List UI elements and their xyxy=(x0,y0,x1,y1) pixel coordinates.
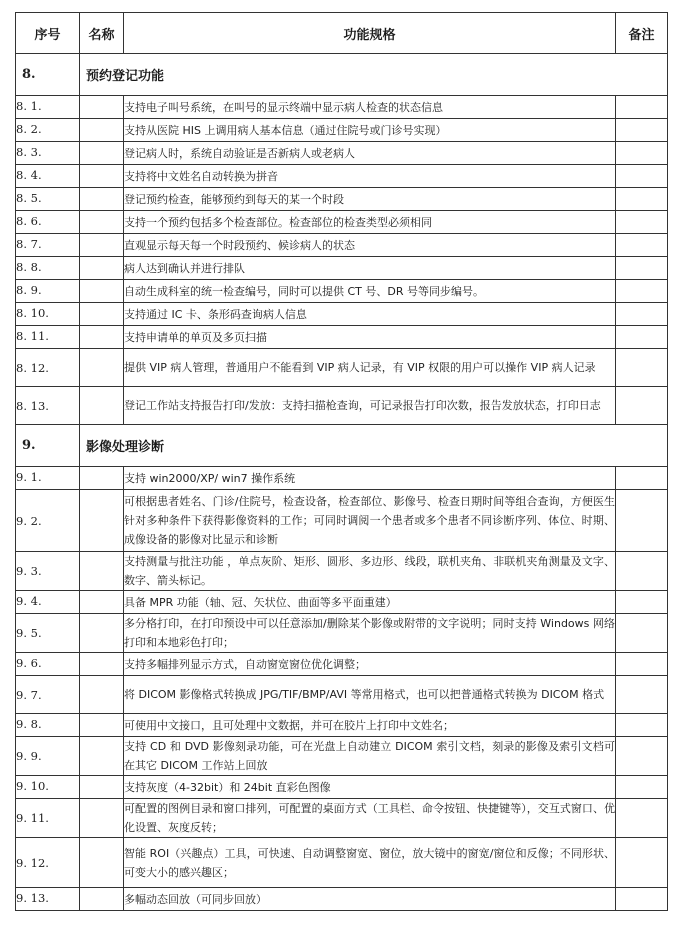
item-number: 9. 4. xyxy=(16,591,80,614)
item-note xyxy=(616,96,668,119)
item-number: 9. 13. xyxy=(16,888,80,911)
item-spec: 登记病人时，系统自动验证是否新病人或老病人 xyxy=(124,142,616,165)
item-note xyxy=(616,142,668,165)
table-row xyxy=(16,234,668,257)
item-spec: 多分格打印，在打印预设中可以任意添加/删除某个影像或附带的文字说明；同时支持 Windows 网络打印和本地彩色打印； xyxy=(124,614,616,653)
item-number: 8. 8. xyxy=(16,257,80,280)
item-number: 9. 10. xyxy=(16,776,80,799)
table-row xyxy=(16,490,668,552)
item-number: 9. 11. xyxy=(16,799,80,838)
table-row xyxy=(16,653,668,676)
table-row xyxy=(16,188,668,211)
item-name xyxy=(80,119,124,142)
item-spec: 支持申请单的单页及多页扫描 xyxy=(124,326,616,349)
item-number: 8. 10. xyxy=(16,303,80,326)
section-row xyxy=(16,425,668,467)
item-number: 9. 5. xyxy=(16,614,80,653)
item-spec: 支持 CD 和 DVD 影像刻录功能，可在光盘上自动建立 DICOM 索引文档，刻录的影像及索引文档可在其它 DICOM 工作站上回放 xyxy=(124,737,616,776)
item-number: 9. 3. xyxy=(16,552,80,591)
table-row xyxy=(16,888,668,911)
item-name xyxy=(80,165,124,188)
item-number: 8. 6. xyxy=(16,211,80,234)
item-name xyxy=(80,211,124,234)
item-note xyxy=(616,591,668,614)
section-number: 8. xyxy=(16,54,80,96)
item-name xyxy=(80,349,124,387)
item-number: 8. 13. xyxy=(16,387,80,425)
item-number: 9. 9. xyxy=(16,737,80,776)
item-name xyxy=(80,280,124,303)
item-spec: 支持电子叫号系统，在叫号的显示终端中显示病人检查的状态信息 xyxy=(124,96,616,119)
item-spec: 提供 VIP 病人管理，普通用户不能看到 VIP 病人记录，有 VIP 权限的用户可以操作 VIP 病人记录 xyxy=(124,349,616,387)
item-name xyxy=(80,737,124,776)
item-name xyxy=(80,326,124,349)
item-note xyxy=(616,653,668,676)
item-number: 8. 12. xyxy=(16,349,80,387)
item-spec: 具备 MPR 功能（轴、冠、矢状位、曲面等多平面重建） xyxy=(124,591,616,614)
header-note: 备注 xyxy=(616,13,668,54)
table-row xyxy=(16,257,668,280)
item-spec: 支持一个预约包括多个检查部位。检查部位的检查类型必须相同 xyxy=(124,211,616,234)
item-name xyxy=(80,467,124,490)
table-row xyxy=(16,387,668,425)
item-note xyxy=(616,614,668,653)
section-title: 影像处理诊断 xyxy=(80,425,668,467)
table-row xyxy=(16,303,668,326)
item-number: 9. 7. xyxy=(16,676,80,714)
item-note xyxy=(616,888,668,911)
item-note xyxy=(616,119,668,142)
table-row xyxy=(16,326,668,349)
item-name xyxy=(80,776,124,799)
item-note xyxy=(616,387,668,425)
table-row xyxy=(16,349,668,387)
item-spec: 智能 ROI（兴趣点）工具，可快速、自动调整窗宽、窗位，放大镜中的窗宽/窗位和反像；不同形状、可变大小的感兴趣区； xyxy=(124,838,616,888)
item-name xyxy=(80,838,124,888)
item-name xyxy=(80,234,124,257)
item-number: 9. 1. xyxy=(16,467,80,490)
item-spec: 登记预约检查，能够预约到每天的某一个时段 xyxy=(124,188,616,211)
item-note xyxy=(616,776,668,799)
table-row xyxy=(16,838,668,888)
item-number: 8. 4. xyxy=(16,165,80,188)
item-note xyxy=(616,326,668,349)
table-row xyxy=(16,467,668,490)
item-name xyxy=(80,591,124,614)
item-number: 8. 11. xyxy=(16,326,80,349)
item-note xyxy=(616,280,668,303)
table-row xyxy=(16,591,668,614)
table-row xyxy=(16,119,668,142)
item-note xyxy=(616,303,668,326)
item-note xyxy=(616,188,668,211)
table-row xyxy=(16,737,668,776)
item-name xyxy=(80,188,124,211)
table-row xyxy=(16,142,668,165)
item-spec: 将 DICOM 影像格式转换成 JPG/TIF/BMP/AVI 等常用格式，也可以把普通格式转换为 DICOM 格式 xyxy=(124,676,616,714)
section-row xyxy=(16,54,668,96)
item-spec: 支持 win2000/XP/ win7 操作系统 xyxy=(124,467,616,490)
item-number: 9. 8. xyxy=(16,714,80,737)
item-note xyxy=(616,234,668,257)
item-name xyxy=(80,552,124,591)
item-spec: 多幅动态回放（可同步回放） xyxy=(124,888,616,911)
header-name: 名称 xyxy=(80,13,124,54)
item-number: 8. 7. xyxy=(16,234,80,257)
item-name xyxy=(80,799,124,838)
item-note xyxy=(616,165,668,188)
item-name xyxy=(80,387,124,425)
item-spec: 直观显示每天每一个时段预约、候诊病人的状态 xyxy=(124,234,616,257)
item-spec: 病人达到确认并进行排队 xyxy=(124,257,616,280)
item-name xyxy=(80,676,124,714)
header-spec: 功能规格 xyxy=(124,13,616,54)
item-note xyxy=(616,211,668,234)
item-name xyxy=(80,490,124,552)
spec-table xyxy=(15,12,668,911)
table-row xyxy=(16,714,668,737)
table-header-row xyxy=(16,13,668,54)
item-name xyxy=(80,653,124,676)
item-note xyxy=(616,257,668,280)
table-row xyxy=(16,552,668,591)
table-row xyxy=(16,776,668,799)
item-note xyxy=(616,838,668,888)
item-name xyxy=(80,142,124,165)
item-name xyxy=(80,257,124,280)
item-number: 8. 2. xyxy=(16,119,80,142)
item-name xyxy=(80,96,124,119)
item-note xyxy=(616,737,668,776)
header-no: 序号 xyxy=(16,13,80,54)
item-note xyxy=(616,799,668,838)
item-name xyxy=(80,614,124,653)
item-spec: 可根据患者姓名、门诊/住院号，检查设备，检查部位、影像号、检查日期时间等组合查询，方便医生针对多种条件下获得影像资料的工作；可同时调阅一个患者或多个患者不同诊断序列、体位、时期、成像设备的影像对比显示和诊断 xyxy=(124,490,616,552)
item-note xyxy=(616,714,668,737)
item-name xyxy=(80,714,124,737)
item-number: 8. 5. xyxy=(16,188,80,211)
item-note xyxy=(616,490,668,552)
item-spec: 支持通过 IC 卡、条形码查询病人信息 xyxy=(124,303,616,326)
item-number: 8. 3. xyxy=(16,142,80,165)
item-note xyxy=(616,349,668,387)
item-spec: 支持测量与批注功能 ，单点灰阶、矩形、圆形、多边形、线段，联机夹角、非联机夹角测量及文字、数字、箭头标记。 xyxy=(124,552,616,591)
table-row xyxy=(16,96,668,119)
item-spec: 登记工作站支持报告打印/发放：支持扫描枪查询，可记录报告打印次数，报告发放状态，打印日志 xyxy=(124,387,616,425)
item-spec: 支持多幅排列显示方式，自动窗宽窗位优化调整； xyxy=(124,653,616,676)
table-row xyxy=(16,211,668,234)
item-spec: 可配置的图例目录和窗口排列，可配置的桌面方式（工具栏、命令按钮、快捷键等），交互式窗口、优化设置、灰度反转； xyxy=(124,799,616,838)
table-row xyxy=(16,280,668,303)
table-row xyxy=(16,614,668,653)
item-spec: 自动生成科室的统一检查编号，同时可以提供 CT 号、DR 号等同步编号。 xyxy=(124,280,616,303)
item-number: 9. 6. xyxy=(16,653,80,676)
table-row xyxy=(16,676,668,714)
item-number: 8. 9. xyxy=(16,280,80,303)
item-spec: 支持将中文姓名自动转换为拼音 xyxy=(124,165,616,188)
table-row xyxy=(16,165,668,188)
item-spec: 支持灰度（4-32bit）和 24bit 直彩色图像 xyxy=(124,776,616,799)
item-note xyxy=(616,552,668,591)
table-row xyxy=(16,799,668,838)
item-number: 8. 1. xyxy=(16,96,80,119)
item-name xyxy=(80,888,124,911)
item-spec: 支持从医院 HIS 上调用病人基本信息（通过住院号或门诊号实现） xyxy=(124,119,616,142)
section-title: 预约登记功能 xyxy=(80,54,668,96)
item-note xyxy=(616,676,668,714)
section-number: 9. xyxy=(16,425,80,467)
item-number: 9. 12. xyxy=(16,838,80,888)
item-name xyxy=(80,303,124,326)
item-spec: 可使用中文接口，且可处理中文数据，并可在胶片上打印中文姓名； xyxy=(124,714,616,737)
item-number: 9. 2. xyxy=(16,490,80,552)
item-note xyxy=(616,467,668,490)
